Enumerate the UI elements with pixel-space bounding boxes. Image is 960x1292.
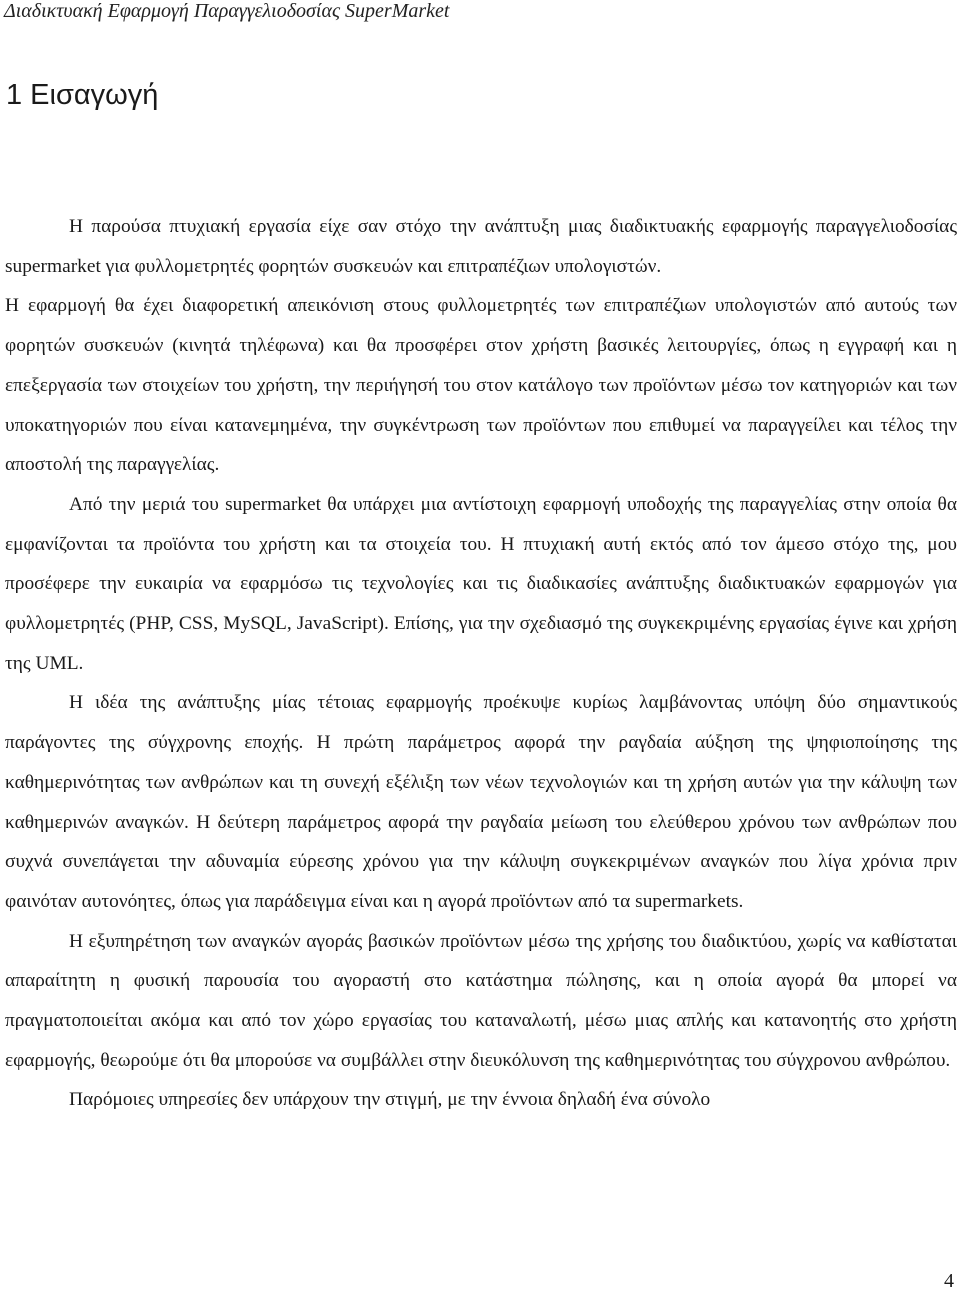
running-header: Διαδικτυακή Εφαρμογή Παραγγελιοδοσίας SuperMarket <box>4 0 450 22</box>
paragraph-3: Από την μεριά του supermarket θα υπάρχει μια αντίστοιχη εφαρμογή υποδοχής της παραγγελίας στην οποία θα εμφανίζονται τα προϊόντα του χρήστη και τα στοιχεία του. Η πτυχιακή αυτή εκτός από τον άμεσο στόχο της, μου προσέφερε την ευκαιρία να εφαρμόσω τις τεχνολογίες και τις διαδικασίες ανάπτυξης διαδικτυακών εφαρμογών για φυλλομετρητές (PHP, CSS, MySQL, JavaScript). Επίσης, για την σχεδιασμό της συγκεκριμένης εργασίας έγινε και χρήση της UML. <box>5 493 957 674</box>
body-text <box>5 207 957 1120</box>
paragraph-1: Η παρούσα πτυχιακή εργασία είχε σαν στόχο την ανάπτυξη μιας διαδικτυακής εφαρμογής παραγγελιοδοσίας supermarket για φυλλομετρητές φορητών συσκευών και επιτραπέζιων υπολογιστών. <box>5 216 957 277</box>
page-number: 4 <box>944 1270 954 1292</box>
paragraph-2: Η εφαρμογή θα έχει διαφορετική απεικόνιση στους φυλλομετρητές των επιτραπέζιων υπολογιστών από αυτούς των φορητών συσκευών (κινητά τηλέφωνα) και θα προσφέρει στον χρήστη βασικές λειτουργίες, όπως η εγγραφή και η επεξεργασία των στοιχείων του χρήστη, την περιήγησή του στον κατάλογο των προϊόντων μέσω τον κατηγοριών και των υποκατηγοριών που είναι κατανεμημένα, την συγκέντρωση των προϊόντων που επιθυμεί να παραγγείλει και τέλος την αποστολή της παραγγελίας. <box>5 295 957 476</box>
section-title: 1 Εισαγωγή <box>6 79 159 111</box>
paragraph-6: Παρόμοιες υπηρεσίες δεν υπάρχουν την στιγμή, με την έννοια δηλαδή ένα σύνολο <box>69 1089 711 1111</box>
paragraph-5: Η εξυπηρέτηση των αναγκών αγοράς βασικών προϊόντων μέσω της χρήσης του διαδικτύου, χωρίς να καθίσταται απαραίτητη η φυσική παρουσία του αγοραστή στο κατάστημα πώλησης, και η οποία αγορά θα μπορεί να πραγματοποιείται ακόμα και από τον χώρο εργασίας του καταναλωτή, μέσω μιας απλής και κατανοητής στο χρήστη εφαρμογής, θεωρούμε ότι θα μπορούσε να συμβάλλει στην διευκόλυνση της καθημερινότητας του σύγχρονου ανθρώπου. <box>5 930 957 1071</box>
paragraph-4: Η ιδέα της ανάπτυξης μίας τέτοιας εφαρμογής προέκυψε κυρίως λαμβάνοντας υπόψη δύο σημαντικούς παράγοντες της σύγχρονης εποχής. Η πρώτη παράμετρος αφορά την ραγδαία αύξηση της ψηφιοποίησης της καθημερινότητας των ανθρώπων και τη συνεχή εξέλιξη των νέων τεχνολογιών και τη χρήση αυτών για την κάλυψη των καθημερινών αναγκών. Η δεύτερη παράμετρος αφορά την ραγδαία μείωση του ελεύθερου χρόνου των ανθρώπων που συχνά συνεπάγεται την αδυναμία εύρεσης χρόνου για την κάλυψη συγκεκριμένων αναγκών που λίγα χρόνια πριν φαινόταν αυτονόητες, όπως για παράδειγμα είναι και η αγορά προϊόντων από τα supermarkets. <box>5 692 957 912</box>
